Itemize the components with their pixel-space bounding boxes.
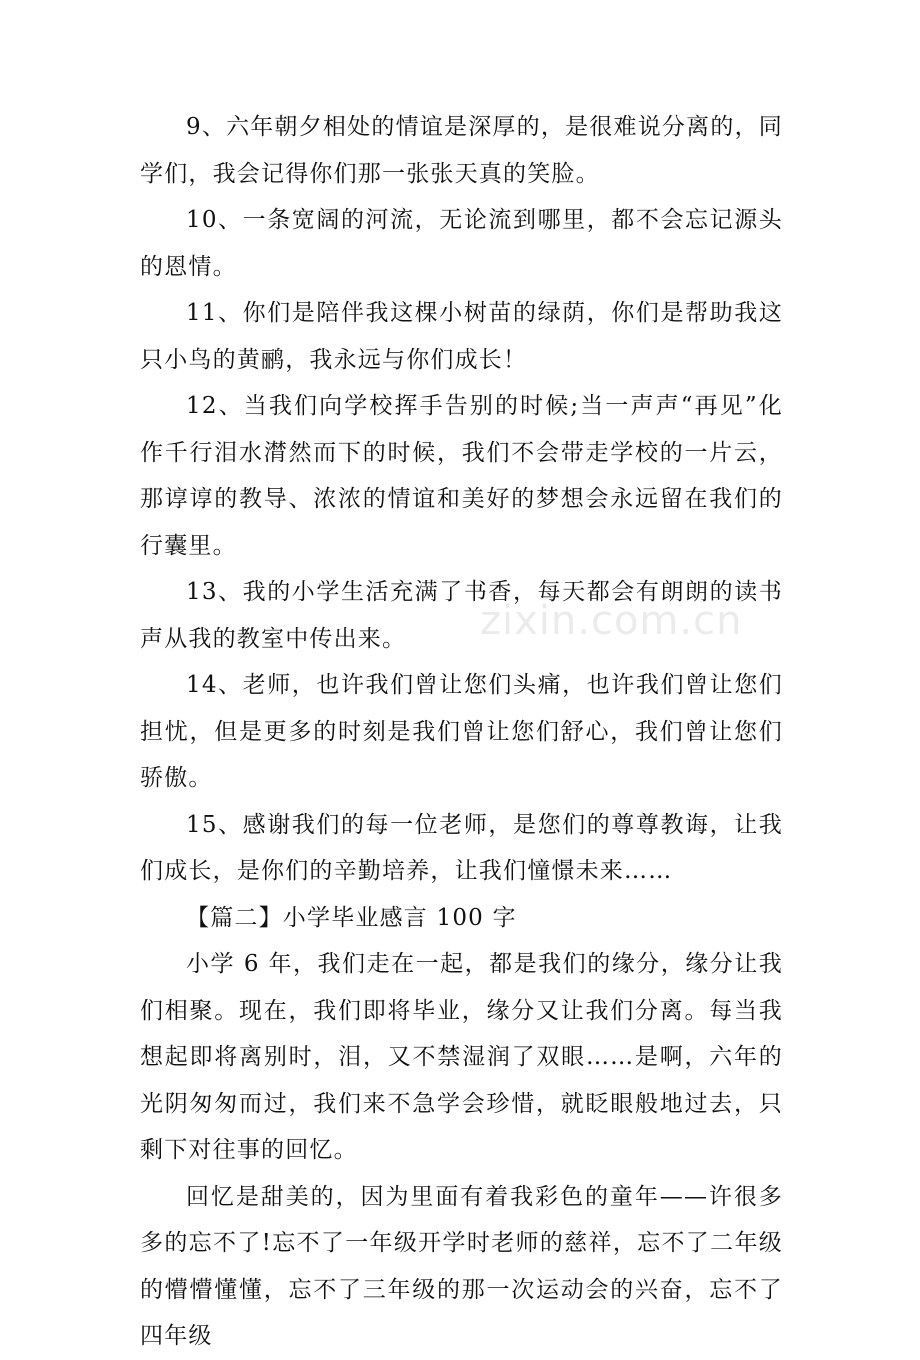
paragraph-14: 14、老师，也许我们曾让您们头痛，也许我们曾让您们担忧，但是更多的时刻是我们曾让您们舒心，我们曾让您们骄傲。: [140, 672, 783, 791]
paragraph-essay-2: 回忆是甜美的，因为里面有着我彩色的童年——许很多多的忘不了!忘不了一年级开学时老师的慈祥，忘不了二年级的懵懵懂懂，忘不了三年级的那一次运动会的兴奋，忘不了四年级: [140, 1183, 783, 1349]
watermark: zixin.com.cn: [480, 598, 743, 644]
paragraph-11: 11、你们是陪伴我这棵小树苗的绿荫，你们是帮助我这只小鸟的黄鹂，我永远与你们成长！: [140, 300, 783, 373]
paragraph-essay-1: 小学 6 年，我们走在一起，都是我们的缘分，缘分让我们相聚。现在，我们即将毕业，缘分又让我们分离。每当我想起即将离别时，泪，又不禁湿润了双眼……是啊，六年的光阴匆匆而过，我们来不急学会珍惜，就眨眼般地过去，只剩下对往事的回忆。: [140, 951, 783, 1163]
paragraph-12: 12、当我们向学校挥手告别的时候;当一声声“再见”化作千行泪水潸然而下的时候，我们不会带走学校的一片云，那谆谆的教导、浓浓的情谊和美好的梦想会永远留在我们的行囊里。: [140, 393, 783, 559]
section-heading: 【篇二】小学毕业感言 100 字: [186, 904, 517, 931]
paragraph-9: 9、六年朝夕相处的情谊是深厚的，是很难说分离的，同学们，我会记得你们那一张张天真的笑脸。: [140, 114, 783, 187]
document-body: [140, 104, 783, 1360]
paragraph-13: 13、我的小学生活充满了书香，每天都会有朗朗的读书声从我的教室中传出来。: [140, 579, 783, 652]
paragraph-10: 10、一条宽阔的河流，无论流到哪里，都不会忘记源头的恩情。: [140, 207, 783, 280]
paragraph-15: 15、感谢我们的每一位老师，是您们的尊尊教诲，让我们成长，是你们的辛勤培养，让我们憧憬未来……: [140, 811, 783, 884]
